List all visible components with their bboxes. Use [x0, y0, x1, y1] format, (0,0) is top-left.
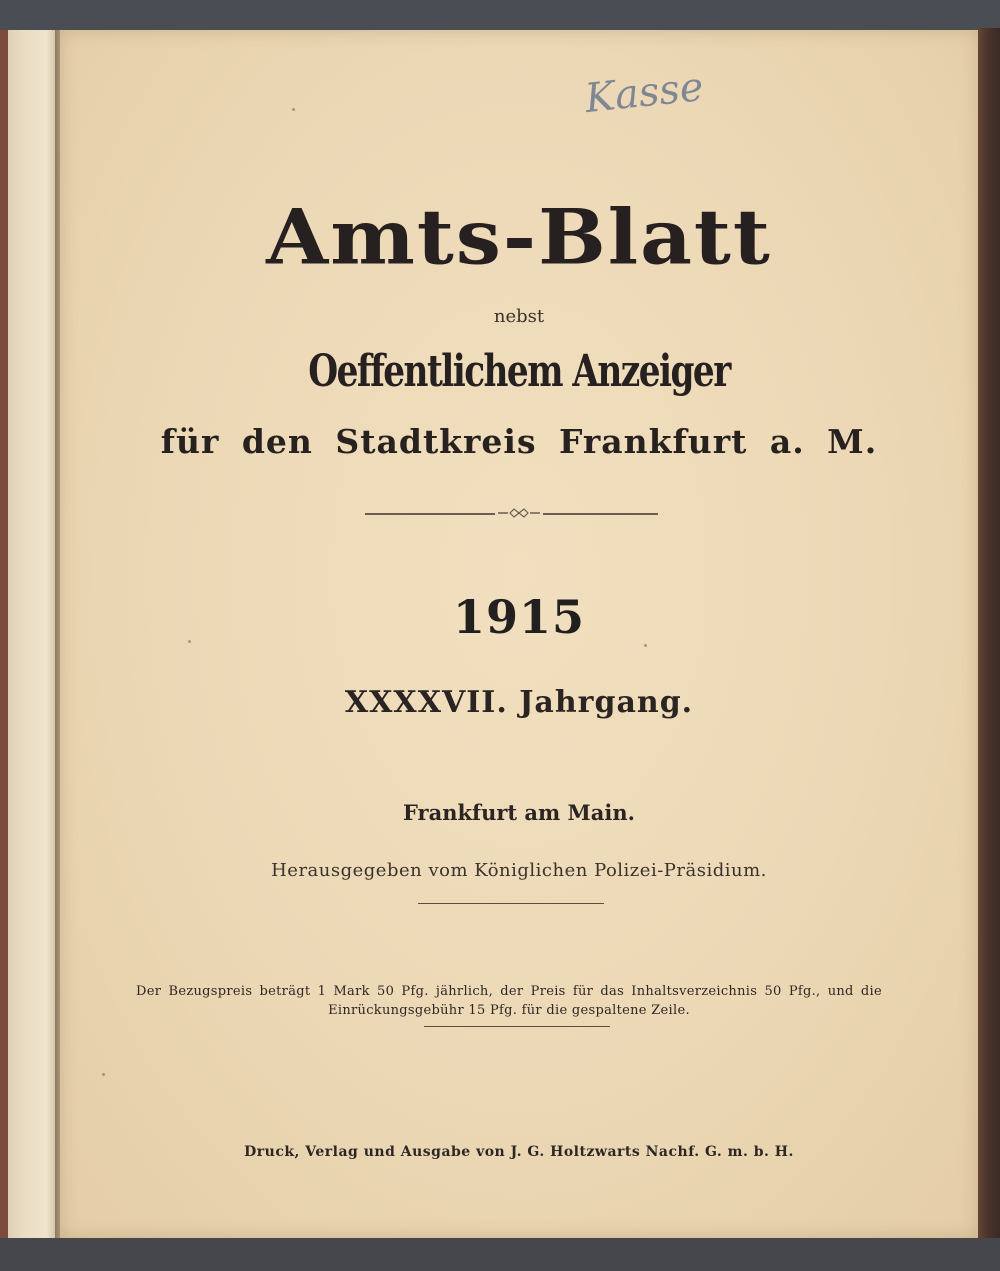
ornament-rule-right	[543, 513, 658, 515]
paper-speck	[188, 640, 191, 643]
subtitle: Oeffentlichem Anzeiger	[308, 346, 730, 397]
ornament-flourish-icon	[496, 506, 542, 520]
ornament-rule-left	[365, 513, 495, 515]
page-title: Amts-Blatt	[266, 192, 772, 282]
divider-rule	[424, 1026, 610, 1027]
place-of-publication: Frankfurt am Main.	[403, 800, 635, 825]
printer-imprint: Druck, Verlag und Ausgabe von J. G. Holtzwarts Nachf. G. m. b. H.	[244, 1144, 794, 1160]
conjunction-text: nebst	[493, 306, 545, 327]
paper-speck	[644, 644, 647, 647]
previous-page-edge	[0, 30, 58, 1245]
left-cover-edge	[0, 30, 8, 1245]
handwritten-note: Kasse	[582, 63, 706, 123]
right-cover-edge	[975, 28, 1000, 1243]
region-line: für den Stadtkreis Frankfurt a. M.	[160, 422, 878, 461]
paper-speck	[292, 108, 295, 111]
paper-speck	[102, 1073, 105, 1076]
scan-background-top	[0, 0, 1000, 30]
divider-rule	[418, 903, 604, 904]
publisher-authority: Herausgegeben vom Königlichen Polizei-Präsidium.	[271, 860, 767, 881]
year: 1915	[452, 590, 586, 644]
volume-number: XXXXVII. Jahrgang.	[344, 685, 694, 720]
subscription-note: Der Bezugspreis beträgt 1 Mark 50 Pfg. jährlich, der Preis für das Inhaltsverzeichnis 50 Pfg., und die Einrückungsgebühr 15 Pfg. für die gespaltene Zeile.	[136, 984, 882, 1018]
title-page	[60, 30, 978, 1238]
scan-background-bottom	[0, 1238, 1000, 1271]
